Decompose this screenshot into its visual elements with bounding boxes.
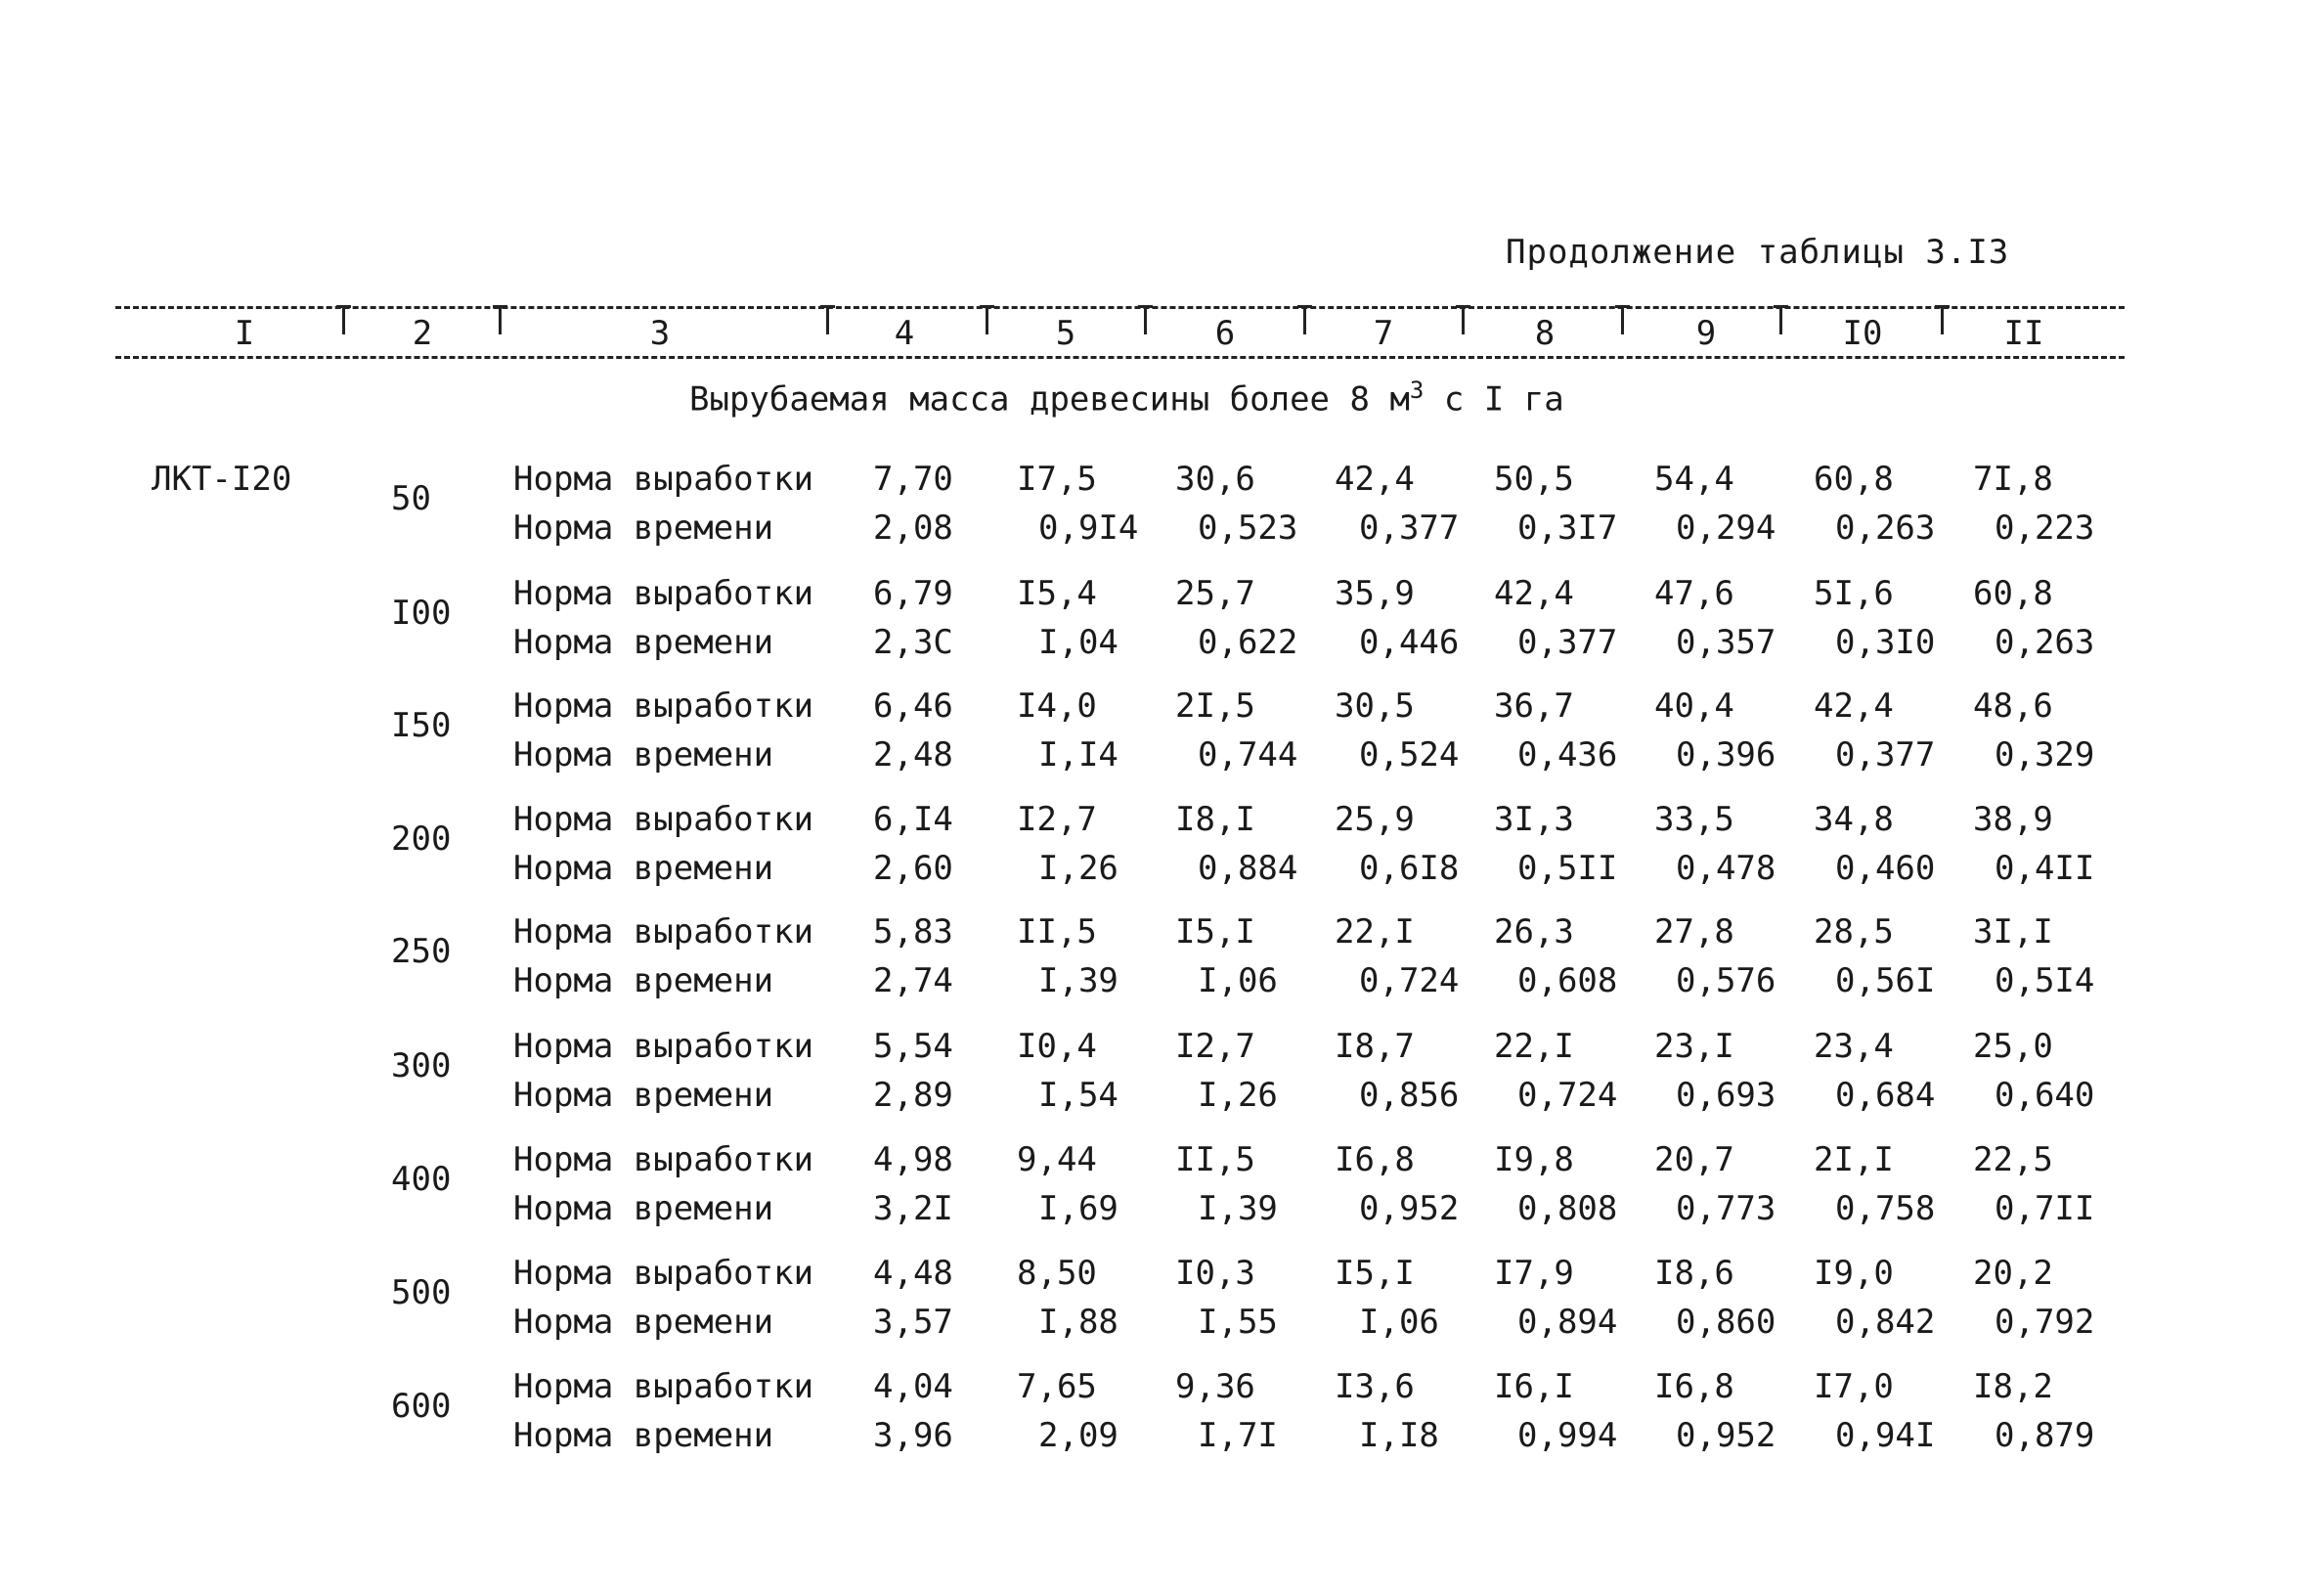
time-norm-cell: 0,744 bbox=[1198, 735, 1298, 775]
machine-name: ЛКТ-I20 bbox=[152, 460, 292, 499]
output-norm-cell: 5,83 bbox=[873, 912, 953, 952]
output-norm-cell: 34,8 bbox=[1814, 800, 1894, 839]
time-norm-cell: 0,724 bbox=[1517, 1076, 1618, 1115]
output-norm-cell: 47,6 bbox=[1654, 574, 1734, 613]
time-norm-cell: 0,263 bbox=[1995, 623, 2095, 662]
output-norm-cell: I6,8 bbox=[1335, 1140, 1415, 1179]
time-norm-cell: I,I8 bbox=[1359, 1416, 1439, 1455]
output-norm-cell: I8,6 bbox=[1654, 1254, 1734, 1293]
output-norm-cell: 54,4 bbox=[1654, 460, 1734, 499]
row-label-output: Норма выработки bbox=[513, 1367, 814, 1406]
column-separator bbox=[1941, 305, 1944, 334]
time-norm-cell: I,88 bbox=[1038, 1303, 1118, 1342]
time-norm-cell: 0,294 bbox=[1676, 509, 1776, 548]
output-norm-cell: 5I,6 bbox=[1814, 574, 1894, 613]
time-norm-cell: 0,460 bbox=[1835, 849, 1936, 888]
output-norm-cell: I9,8 bbox=[1494, 1140, 1574, 1179]
output-norm-cell: I7,5 bbox=[1017, 460, 1097, 499]
output-norm-cell: 30,6 bbox=[1175, 460, 1255, 499]
time-norm-cell: 0,808 bbox=[1517, 1189, 1618, 1228]
output-norm-cell: 25,0 bbox=[1973, 1027, 2053, 1066]
row-label-output: Норма выработки bbox=[513, 460, 814, 499]
subtitle-text: Вырубаемая масса древесины более 8 м bbox=[689, 379, 1410, 420]
time-norm-cell: I,06 bbox=[1359, 1303, 1439, 1342]
column-separator bbox=[1779, 305, 1782, 334]
time-norm-cell: 0,94I bbox=[1835, 1416, 1936, 1455]
output-norm-cell: I0,3 bbox=[1175, 1254, 1255, 1293]
output-norm-cell: 60,8 bbox=[1973, 574, 2053, 613]
time-norm-cell: 0,894 bbox=[1517, 1303, 1618, 1342]
distance-group bbox=[0, 1367, 2324, 1481]
column-header-10: I0 bbox=[1842, 314, 1883, 353]
time-norm-cell: 0,693 bbox=[1676, 1076, 1776, 1115]
time-norm-cell: 0,994 bbox=[1517, 1416, 1618, 1455]
distance-value: 500 bbox=[391, 1273, 452, 1312]
time-norm-cell: 0,396 bbox=[1676, 735, 1776, 775]
output-norm-cell: I6,8 bbox=[1654, 1367, 1734, 1406]
distance-value: 600 bbox=[391, 1387, 452, 1426]
time-norm-cell: 0,5I4 bbox=[1995, 961, 2095, 1000]
time-norm-cell: 3,2I bbox=[873, 1189, 953, 1228]
distance-value: 50 bbox=[391, 479, 431, 518]
time-norm-cell: 0,860 bbox=[1676, 1303, 1776, 1342]
output-norm-cell: 20,2 bbox=[1973, 1254, 2053, 1293]
output-norm-cell: I0,4 bbox=[1017, 1027, 1097, 1066]
output-norm-cell: 5,54 bbox=[873, 1027, 953, 1066]
row-label-output: Норма выработки bbox=[513, 686, 814, 726]
output-norm-cell: 9,36 bbox=[1175, 1367, 1255, 1406]
header-rule-bottom bbox=[115, 356, 2125, 359]
distance-value: 200 bbox=[391, 819, 452, 859]
output-norm-cell: 26,3 bbox=[1494, 912, 1574, 952]
output-norm-cell: I8,I bbox=[1175, 800, 1255, 839]
output-norm-cell: 7,65 bbox=[1017, 1367, 1097, 1406]
time-norm-cell: 0,4II bbox=[1995, 849, 2095, 888]
output-norm-cell: 22,5 bbox=[1973, 1140, 2053, 1179]
output-norm-cell: 6,46 bbox=[873, 686, 953, 726]
distance-group bbox=[0, 912, 2324, 1026]
time-norm-cell: 0,263 bbox=[1835, 509, 1936, 548]
time-norm-cell: 0,724 bbox=[1359, 961, 1460, 1000]
time-norm-cell: 0,684 bbox=[1835, 1076, 1936, 1115]
time-norm-cell: 0,842 bbox=[1835, 1303, 1936, 1342]
time-norm-cell: 0,879 bbox=[1995, 1416, 2095, 1455]
time-norm-cell: 0,3I7 bbox=[1517, 509, 1618, 548]
output-norm-cell: 4,98 bbox=[873, 1140, 953, 1179]
distance-value: I00 bbox=[391, 594, 452, 633]
column-separator bbox=[826, 305, 829, 334]
output-norm-cell: 27,8 bbox=[1654, 912, 1734, 952]
output-norm-cell: 22,I bbox=[1335, 912, 1415, 952]
time-norm-cell: 0,792 bbox=[1995, 1303, 2095, 1342]
output-norm-cell: I4,0 bbox=[1017, 686, 1097, 726]
time-norm-cell: 0,952 bbox=[1359, 1189, 1460, 1228]
column-separator bbox=[986, 305, 988, 334]
time-norm-cell: 0,773 bbox=[1676, 1189, 1776, 1228]
subtitle-superscript: 3 bbox=[1409, 376, 1425, 404]
time-norm-cell: 2,08 bbox=[873, 509, 953, 548]
column-header-3: 3 bbox=[649, 314, 671, 353]
output-norm-cell: 2I,I bbox=[1814, 1140, 1894, 1179]
time-norm-cell: 0,377 bbox=[1835, 735, 1936, 775]
row-label-time: Норма времени bbox=[513, 623, 774, 662]
time-norm-cell: 0,436 bbox=[1517, 735, 1618, 775]
time-norm-cell: 2,3C bbox=[873, 623, 953, 662]
time-norm-cell: 0,377 bbox=[1359, 509, 1460, 548]
output-norm-cell: I8,7 bbox=[1335, 1027, 1415, 1066]
output-norm-cell: I2,7 bbox=[1017, 800, 1097, 839]
output-norm-cell: 25,9 bbox=[1335, 800, 1415, 839]
column-separator bbox=[1303, 305, 1306, 334]
output-norm-cell: 60,8 bbox=[1814, 460, 1894, 499]
time-norm-cell: I,I4 bbox=[1038, 735, 1118, 775]
output-norm-cell: 28,5 bbox=[1814, 912, 1894, 952]
time-norm-cell: 3,96 bbox=[873, 1416, 953, 1455]
column-header-9: 9 bbox=[1695, 314, 1717, 353]
row-label-time: Норма времени bbox=[513, 509, 774, 548]
time-norm-cell: 0,478 bbox=[1676, 849, 1776, 888]
column-header-6: 6 bbox=[1214, 314, 1236, 353]
output-norm-cell: 42,4 bbox=[1494, 574, 1574, 613]
column-header-4: 4 bbox=[894, 314, 915, 353]
time-norm-cell: 0,856 bbox=[1359, 1076, 1460, 1115]
output-norm-cell: 48,6 bbox=[1973, 686, 2053, 726]
output-norm-cell: 23,4 bbox=[1814, 1027, 1894, 1066]
output-norm-cell: I5,I bbox=[1175, 912, 1255, 952]
time-norm-cell: 0,56I bbox=[1835, 961, 1936, 1000]
output-norm-cell: 2I,5 bbox=[1175, 686, 1255, 726]
time-norm-cell: I,06 bbox=[1198, 961, 1278, 1000]
output-norm-cell: 42,4 bbox=[1335, 460, 1415, 499]
output-norm-cell: 36,7 bbox=[1494, 686, 1574, 726]
time-norm-cell: 0,622 bbox=[1198, 623, 1298, 662]
column-header-2: 2 bbox=[412, 314, 433, 353]
output-norm-cell: I5,I bbox=[1335, 1254, 1415, 1293]
row-label-output: Норма выработки bbox=[513, 574, 814, 613]
output-norm-cell: 25,7 bbox=[1175, 574, 1255, 613]
distance-group bbox=[0, 1027, 2324, 1140]
output-norm-cell: I2,7 bbox=[1175, 1027, 1255, 1066]
column-separator bbox=[1462, 305, 1465, 334]
output-norm-cell: 6,I4 bbox=[873, 800, 953, 839]
output-norm-cell: 6,79 bbox=[873, 574, 953, 613]
output-norm-cell: I8,2 bbox=[1973, 1367, 2053, 1406]
row-label-output: Норма выработки bbox=[513, 1140, 814, 1179]
time-norm-cell: I,26 bbox=[1038, 849, 1118, 888]
time-norm-cell: 0,6I8 bbox=[1359, 849, 1460, 888]
output-norm-cell: I3,6 bbox=[1335, 1367, 1415, 1406]
distance-group bbox=[0, 574, 2324, 687]
time-norm-cell: I,39 bbox=[1038, 961, 1118, 1000]
column-separator bbox=[499, 305, 502, 334]
row-label-output: Норма выработки bbox=[513, 1027, 814, 1066]
time-norm-cell: 0,357 bbox=[1676, 623, 1776, 662]
row-label-time: Норма времени bbox=[513, 735, 774, 775]
column-header-11: II bbox=[2003, 314, 2044, 353]
time-norm-cell: 0,523 bbox=[1198, 509, 1298, 548]
table-subtitle bbox=[689, 376, 1564, 419]
time-norm-cell: I,7I bbox=[1198, 1416, 1278, 1455]
subtitle-suffix: с I га bbox=[1424, 379, 1564, 420]
output-norm-cell: I6,I bbox=[1494, 1367, 1574, 1406]
output-norm-cell: 23,I bbox=[1654, 1027, 1734, 1066]
row-label-time: Норма времени bbox=[513, 1189, 774, 1228]
output-norm-cell: 7,70 bbox=[873, 460, 953, 499]
column-separator bbox=[1144, 305, 1147, 334]
column-header-8: 8 bbox=[1534, 314, 1556, 353]
row-label-output: Норма выработки bbox=[513, 1254, 814, 1293]
output-norm-cell: 3I,I bbox=[1973, 912, 2053, 952]
output-norm-cell: 22,I bbox=[1494, 1027, 1574, 1066]
output-norm-cell: II,5 bbox=[1175, 1140, 1255, 1179]
row-label-output: Норма выработки bbox=[513, 912, 814, 952]
time-norm-cell: 0,223 bbox=[1995, 509, 2095, 548]
time-norm-cell: I,54 bbox=[1038, 1076, 1118, 1115]
output-norm-cell: 50,5 bbox=[1494, 460, 1574, 499]
output-norm-cell: 3I,3 bbox=[1494, 800, 1574, 839]
column-header-7: 7 bbox=[1373, 314, 1394, 353]
time-norm-cell: 0,329 bbox=[1995, 735, 2095, 775]
row-label-time: Норма времени bbox=[513, 961, 774, 1000]
row-label-time: Норма времени bbox=[513, 1076, 774, 1115]
time-norm-cell: 2,74 bbox=[873, 961, 953, 1000]
time-norm-cell: 0,608 bbox=[1517, 961, 1618, 1000]
row-label-time: Норма времени bbox=[513, 1303, 774, 1342]
output-norm-cell: 40,4 bbox=[1654, 686, 1734, 726]
time-norm-cell: 0,640 bbox=[1995, 1076, 2095, 1115]
output-norm-cell: 35,9 bbox=[1335, 574, 1415, 613]
output-norm-cell: I9,0 bbox=[1814, 1254, 1894, 1293]
distance-value: 400 bbox=[391, 1160, 452, 1199]
time-norm-cell: 0,884 bbox=[1198, 849, 1298, 888]
row-label-output: Норма выработки bbox=[513, 800, 814, 839]
time-norm-cell: 2,89 bbox=[873, 1076, 953, 1115]
time-norm-cell: 0,377 bbox=[1517, 623, 1618, 662]
time-norm-cell: 0,952 bbox=[1676, 1416, 1776, 1455]
time-norm-cell: 0,446 bbox=[1359, 623, 1460, 662]
time-norm-cell: I,26 bbox=[1198, 1076, 1278, 1115]
time-norm-cell: I,04 bbox=[1038, 623, 1118, 662]
output-norm-cell: I5,4 bbox=[1017, 574, 1097, 613]
output-norm-cell: 38,9 bbox=[1973, 800, 2053, 839]
distance-value: I50 bbox=[391, 706, 452, 745]
output-norm-cell: 4,04 bbox=[873, 1367, 953, 1406]
distance-group bbox=[0, 1254, 2324, 1367]
time-norm-cell: 2,09 bbox=[1038, 1416, 1118, 1455]
time-norm-cell: 0,9I4 bbox=[1038, 509, 1139, 548]
output-norm-cell: 20,7 bbox=[1654, 1140, 1734, 1179]
time-norm-cell: 0,758 bbox=[1835, 1189, 1936, 1228]
distance-group bbox=[0, 800, 2324, 913]
time-norm-cell: I,69 bbox=[1038, 1189, 1118, 1228]
time-norm-cell: 0,3I0 bbox=[1835, 623, 1936, 662]
output-norm-cell: 7I,8 bbox=[1973, 460, 2053, 499]
output-norm-cell: 42,4 bbox=[1814, 686, 1894, 726]
table-caption: Продолжение таблицы 3.I3 bbox=[1506, 233, 2010, 272]
column-separator bbox=[1621, 305, 1624, 334]
distance-group bbox=[0, 686, 2324, 800]
column-separator bbox=[342, 305, 345, 334]
column-header-5: 5 bbox=[1055, 314, 1076, 353]
time-norm-cell: 2,60 bbox=[873, 849, 953, 888]
output-norm-cell: 30,5 bbox=[1335, 686, 1415, 726]
distance-group bbox=[0, 1140, 2324, 1254]
distance-value: 300 bbox=[391, 1046, 452, 1085]
time-norm-cell: 2,48 bbox=[873, 735, 953, 775]
distance-value: 250 bbox=[391, 932, 452, 971]
time-norm-cell: 0,576 bbox=[1676, 961, 1776, 1000]
output-norm-cell: 9,44 bbox=[1017, 1140, 1097, 1179]
column-header-1: I bbox=[234, 314, 255, 353]
output-norm-cell: 8,50 bbox=[1017, 1254, 1097, 1293]
time-norm-cell: I,55 bbox=[1198, 1303, 1278, 1342]
output-norm-cell: 33,5 bbox=[1654, 800, 1734, 839]
output-norm-cell: I7,9 bbox=[1494, 1254, 1574, 1293]
row-label-time: Норма времени bbox=[513, 849, 774, 888]
output-norm-cell: 4,48 bbox=[873, 1254, 953, 1293]
header-rule-top bbox=[115, 306, 2125, 309]
time-norm-cell: 0,524 bbox=[1359, 735, 1460, 775]
distance-group bbox=[0, 460, 2324, 573]
output-norm-cell: I7,0 bbox=[1814, 1367, 1894, 1406]
time-norm-cell: 0,7II bbox=[1995, 1189, 2095, 1228]
row-label-time: Норма времени bbox=[513, 1416, 774, 1455]
time-norm-cell: 3,57 bbox=[873, 1303, 953, 1342]
time-norm-cell: 0,5II bbox=[1517, 849, 1618, 888]
output-norm-cell: II,5 bbox=[1017, 912, 1097, 952]
time-norm-cell: I,39 bbox=[1198, 1189, 1278, 1228]
